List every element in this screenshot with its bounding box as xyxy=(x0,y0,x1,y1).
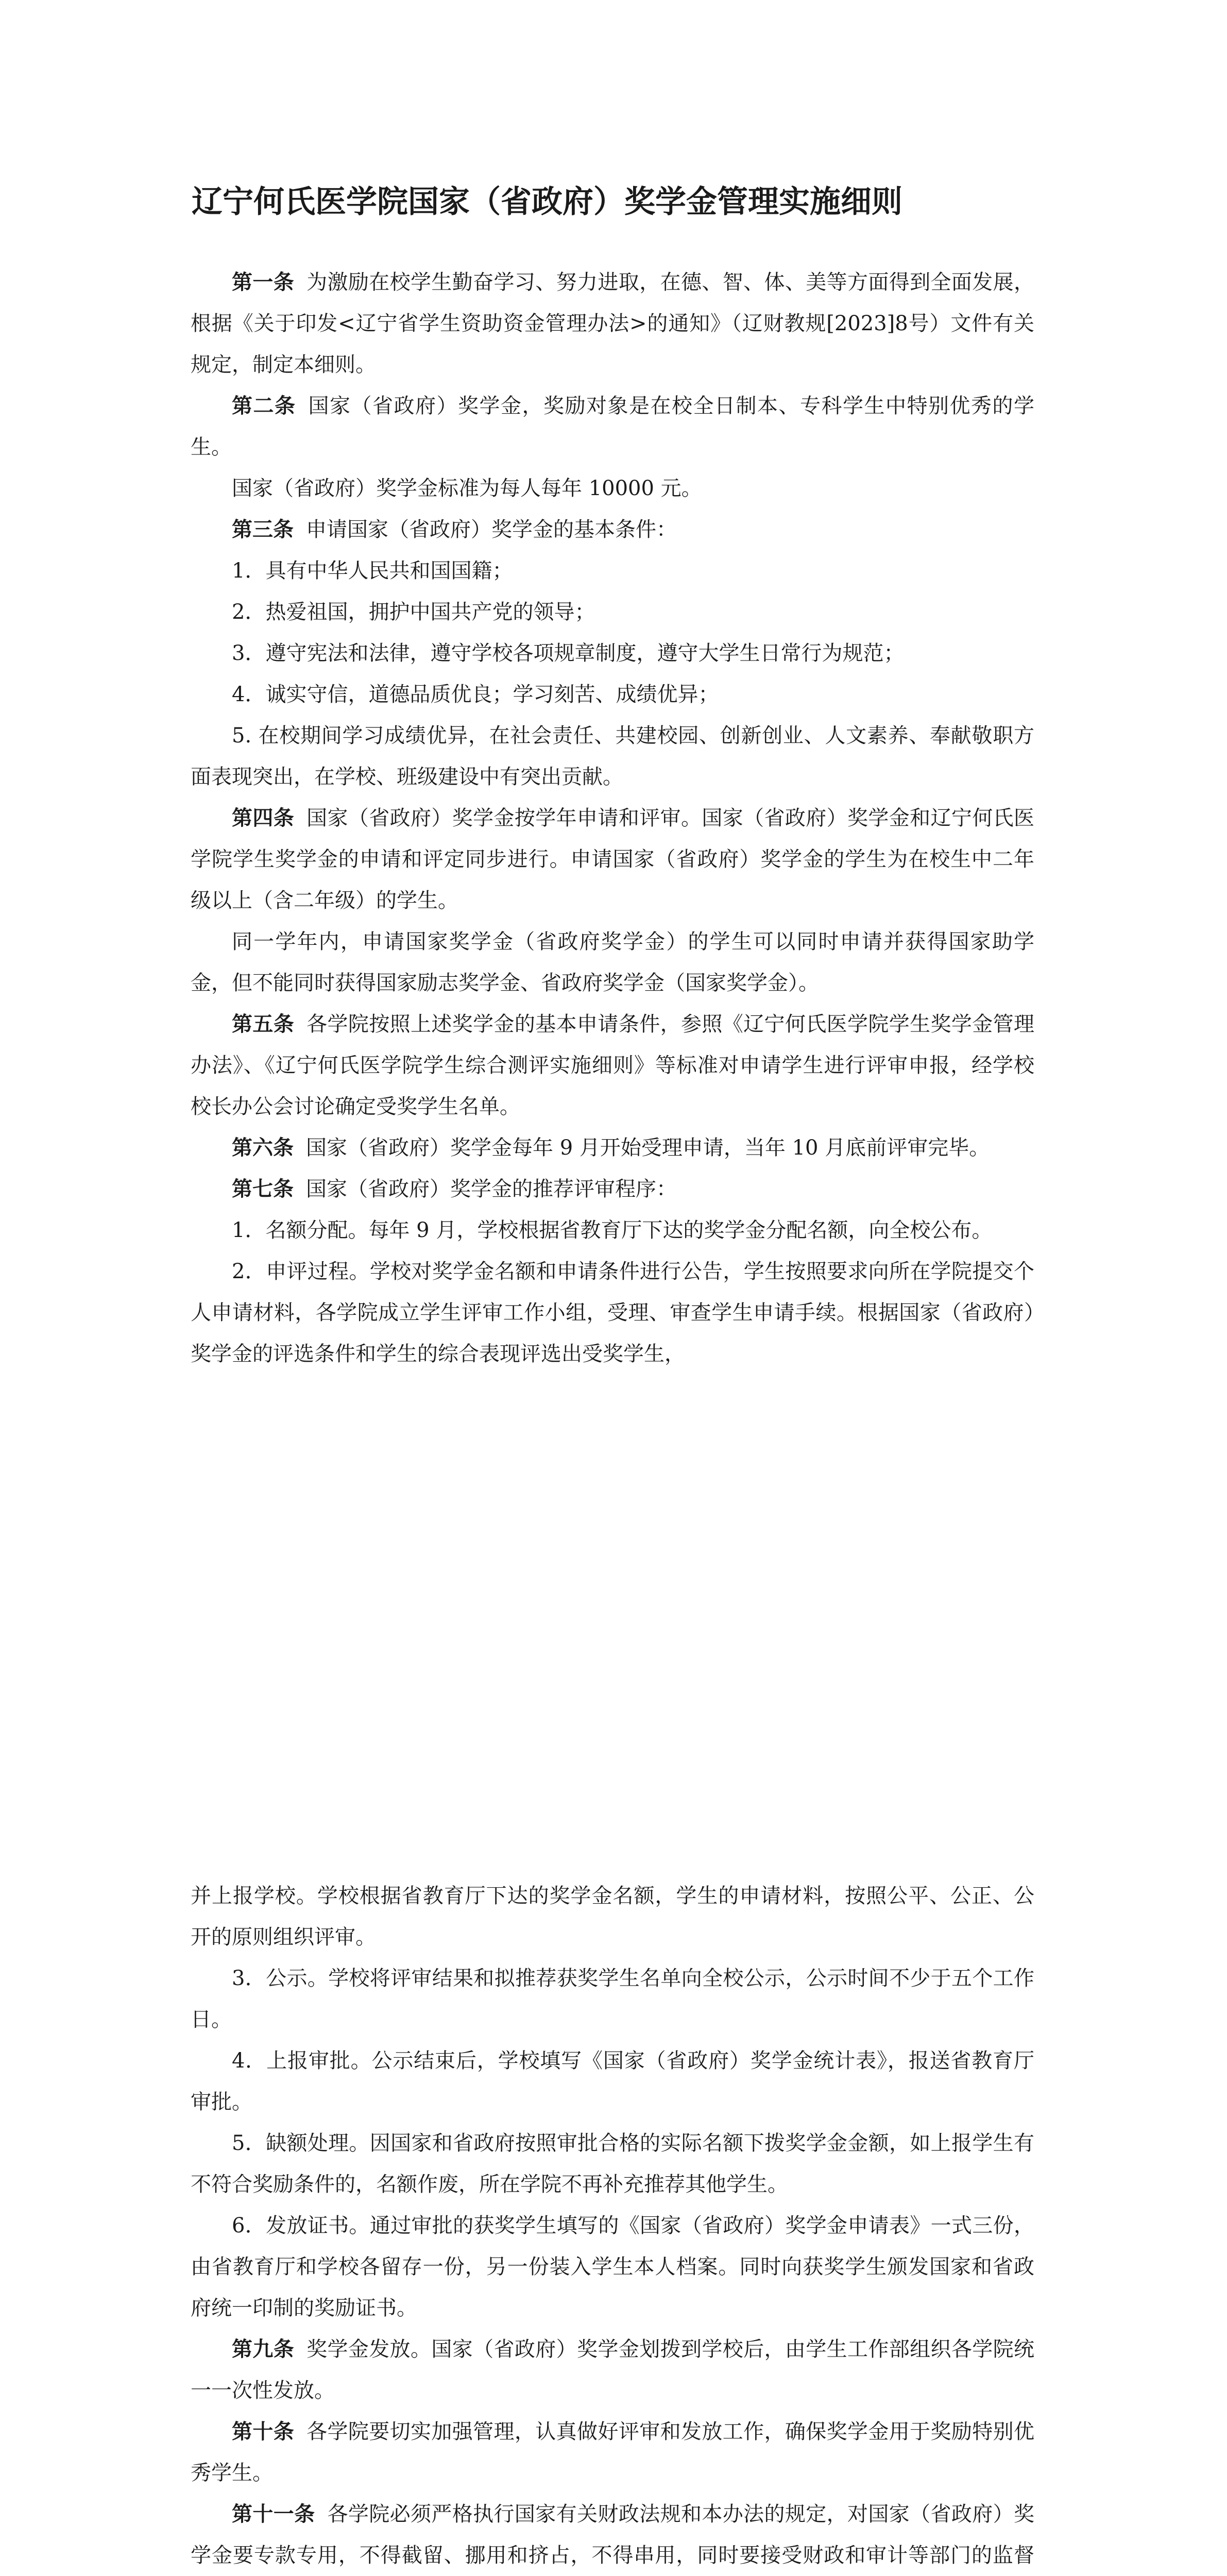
article-1-label: 第一条 xyxy=(232,270,295,294)
document-body-top xyxy=(191,262,1034,1375)
article-2-text: 国家（省政府）奖学金，奖励对象是在校全日制本、专科学生中特别优秀的学生。 xyxy=(191,394,1034,459)
article-3-item-4: 4．诚实守信，道德品质优良；学习刻苦、成绩优异； xyxy=(232,683,719,706)
article-9 xyxy=(191,2329,1034,2411)
article-2 xyxy=(191,385,1034,468)
article-6-label: 第六条 xyxy=(232,1136,294,1160)
article-10 xyxy=(191,2411,1034,2494)
article-4-label: 第四条 xyxy=(232,806,295,830)
article-4 xyxy=(191,798,1034,921)
article-3 xyxy=(191,509,1034,550)
article-3-item-3: 3．遵守宪法和法律，遵守学校各项规章制度，遵守大学生日常行为规范； xyxy=(232,641,905,665)
article-10-label: 第十条 xyxy=(232,2420,295,2444)
document-title: 辽宁何氏医学院国家（省政府）奖学金管理实施细则 xyxy=(192,184,902,220)
article-11-label: 第十一条 xyxy=(232,2502,315,2526)
article-7-step-3: 3．公示。学校将评审结果和拟推荐获奖学生名单向全校公示，公示时间不少于五个工作日。 xyxy=(191,1967,1034,2031)
article-7-text: 国家（省政府）奖学金的推荐评审程序： xyxy=(306,1177,677,1201)
article-6 xyxy=(191,1127,1034,1168)
article-4-text: 国家（省政府）奖学金按学年申请和评审。国家（省政府）奖学金和辽宁何氏医学院学生奖学金的申请和评定同步进行。申请国家（省政府）奖学金的学生为在校生中二年级以上（含二年级）的学生。 xyxy=(191,806,1035,912)
article-1-text: 为激励在校学生勤奋学习、努力进取，在德、智、体、美等方面得到全面发展，根据《关于印发<辽宁省学生资助资金管理办法>的通知》（辽财教规[2023]8号）文件有关规定，制定本细则。 xyxy=(191,270,1035,377)
article-3-text: 申请国家（省政府）奖学金的基本条件： xyxy=(306,518,677,541)
article-7-label: 第七条 xyxy=(232,1177,294,1201)
article-9-text: 奖学金发放。国家（省政府）奖学金划拨到学校后，由学生工作部组织各学院统一一次性发放。 xyxy=(191,2337,1035,2402)
article-7-step-1: 1．名额分配。每年 9 月，学校根据省教育厅下达的奖学金分配名额，向全校公布。 xyxy=(232,1218,993,1242)
article-7-step-4: 4．上报审批。公示结束后，学校填写《国家（省政府）奖学金统计表》，报送省教育厅审批。 xyxy=(191,2049,1034,2114)
article-6-text: 国家（省政府）奖学金每年 9 月开始受理申请，当年 10 月底前评审完毕。 xyxy=(306,1136,990,1160)
article-5-label: 第五条 xyxy=(232,1012,295,1036)
article-7-step-2-part-1: 2．申评过程。学校对奖学金名额和申请条件进行公告，学生按照要求向所在学院提交个人申请材料，各学院成立学生评审工作小组，受理、审查学生申请手续。根据国家（省政府）奖学金的评选条件和学生的综合表现评选出受奖学生， xyxy=(191,1260,1034,1366)
article-1 xyxy=(191,262,1034,385)
article-11 xyxy=(191,2494,1034,2576)
article-5 xyxy=(191,1004,1034,1127)
article-2-standard: 国家（省政府）奖学金标准为每人每年 10000 元。 xyxy=(232,477,702,500)
article-2-label: 第二条 xyxy=(232,394,296,418)
article-3-item-5: 5. 在校期间学习成绩优异，在社会责任、共建校园、创新创业、人文素养、奉献敬职方面表现突出，在学校、班级建设中有突出贡献。 xyxy=(191,724,1034,789)
article-7-step-5: 5．缺额处理。因国家和省政府按照审批合格的实际名额下拨奖学金金额，如上报学生有不符合奖励条件的，名额作废，所在学院不再补充推荐其他学生。 xyxy=(191,2131,1034,2196)
article-7 xyxy=(191,1168,1034,1210)
article-3-item-2: 2．热爱祖国，拥护中国共产党的领导； xyxy=(232,600,595,624)
article-3-label: 第三条 xyxy=(232,518,294,541)
article-7-step-6: 6．发放证书。通过审批的获奖学生填写的《国家（省政府）奖学金申请表》一式三份，由省教育厅和学校各留存一份，另一份装入学生本人档案。同时向获奖学生颁发国家和省政府统一印制的奖励证书。 xyxy=(191,2214,1034,2320)
article-3-item-1: 1．具有中华人民共和国国籍； xyxy=(232,559,513,583)
document-body-bottom xyxy=(191,1875,1034,2576)
article-4-extra: 同一学年内，申请国家奖学金（省政府奖学金）的学生可以同时申请并获得国家助学金，但不能同时获得国家励志奖学金、省政府奖学金（国家奖学金）。 xyxy=(191,930,1034,995)
article-5-text: 各学院按照上述奖学金的基本申请条件，参照《辽宁何氏医学院学生奖学金管理办法》、《辽宁何氏医学院学生综合测评实施细则》等标准对申请学生进行评审申报，经学校校长办公会讨论确定受奖学生名单。 xyxy=(191,1012,1035,1118)
article-10-text: 各学院要切实加强管理，认真做好评审和发放工作，确保奖学金用于奖励特别优秀学生。 xyxy=(191,2420,1035,2485)
article-7-step-2-part-2: 并上报学校。学校根据省教育厅下达的奖学金名额，学生的申请材料，按照公平、公正、公开的原则组织评审。 xyxy=(191,1884,1034,1949)
article-11-text: 各学院必须严格执行国家有关财政法规和本办法的规定，对国家（省政府）奖学金要专款专用，不得截留、挪用和挤占，不得串用，同时要接受财政和审计等部门的监督 xyxy=(191,2502,1035,2567)
article-9-label: 第九条 xyxy=(232,2337,295,2361)
